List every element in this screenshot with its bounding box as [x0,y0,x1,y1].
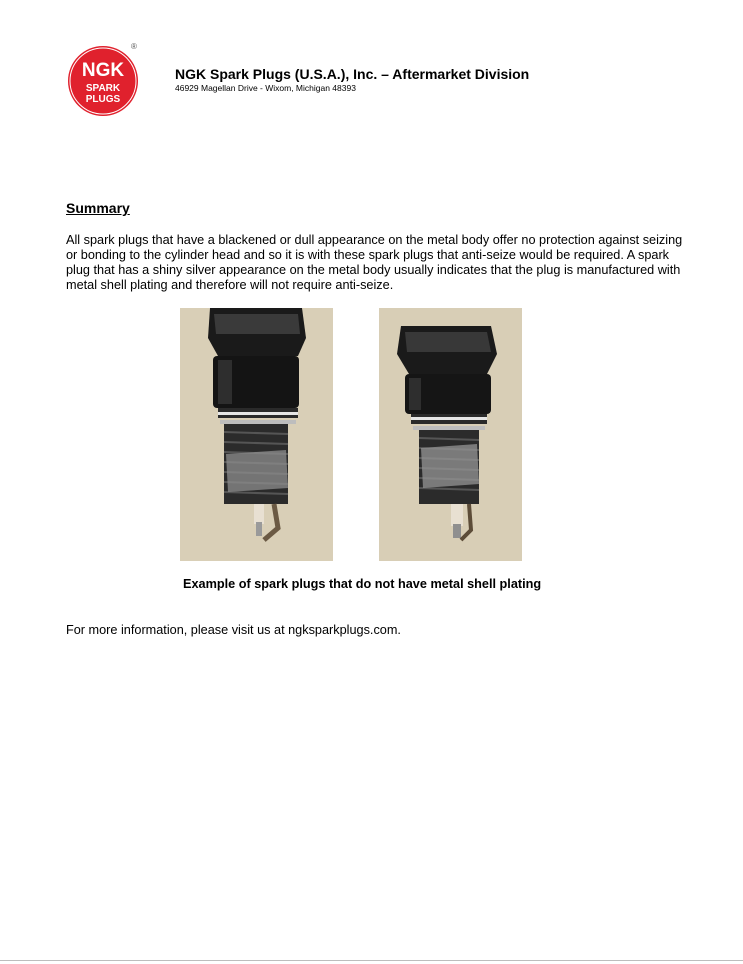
ngk-logo [66,44,142,118]
spark-plug-photo-icon [180,308,333,561]
company-address: 46929 Magellan Drive - Wixom, Michigan 48393 [175,83,356,93]
spark-plug-photo-icon [379,308,522,561]
registered-mark: ® [131,42,137,51]
spark-plug-photo-right [379,308,522,561]
logo-brand-text: NGK [81,60,125,81]
spark-plug-photo-left [180,308,333,561]
page-bottom-divider [0,960,743,961]
summary-heading: Summary [66,200,130,216]
logo-sub-text-plugs: PLUGS [85,94,121,105]
more-info-text: For more information, please visit us at ngksparkplugs.com. [66,623,401,637]
logo-sub-text-spark: SPARK [85,83,121,94]
photo-caption: Example of spark plugs that do not have metal shell plating [183,577,542,591]
summary-paragraph: All spark plugs that have a blackened or dull appearance on the metal body offer no protection against seizing or bonding to the cylinder head and so it is with these spark plugs that anti-seize would be required. A spark plug that has a shiny silver appearance on the metal body usually indicates that the plug is manufactured with metal shell plating and therefore will not require anti-seize. [66,233,683,292]
company-name: NGK Spark Plugs (U.S.A.), Inc. – Aftermarket Division [175,66,530,82]
